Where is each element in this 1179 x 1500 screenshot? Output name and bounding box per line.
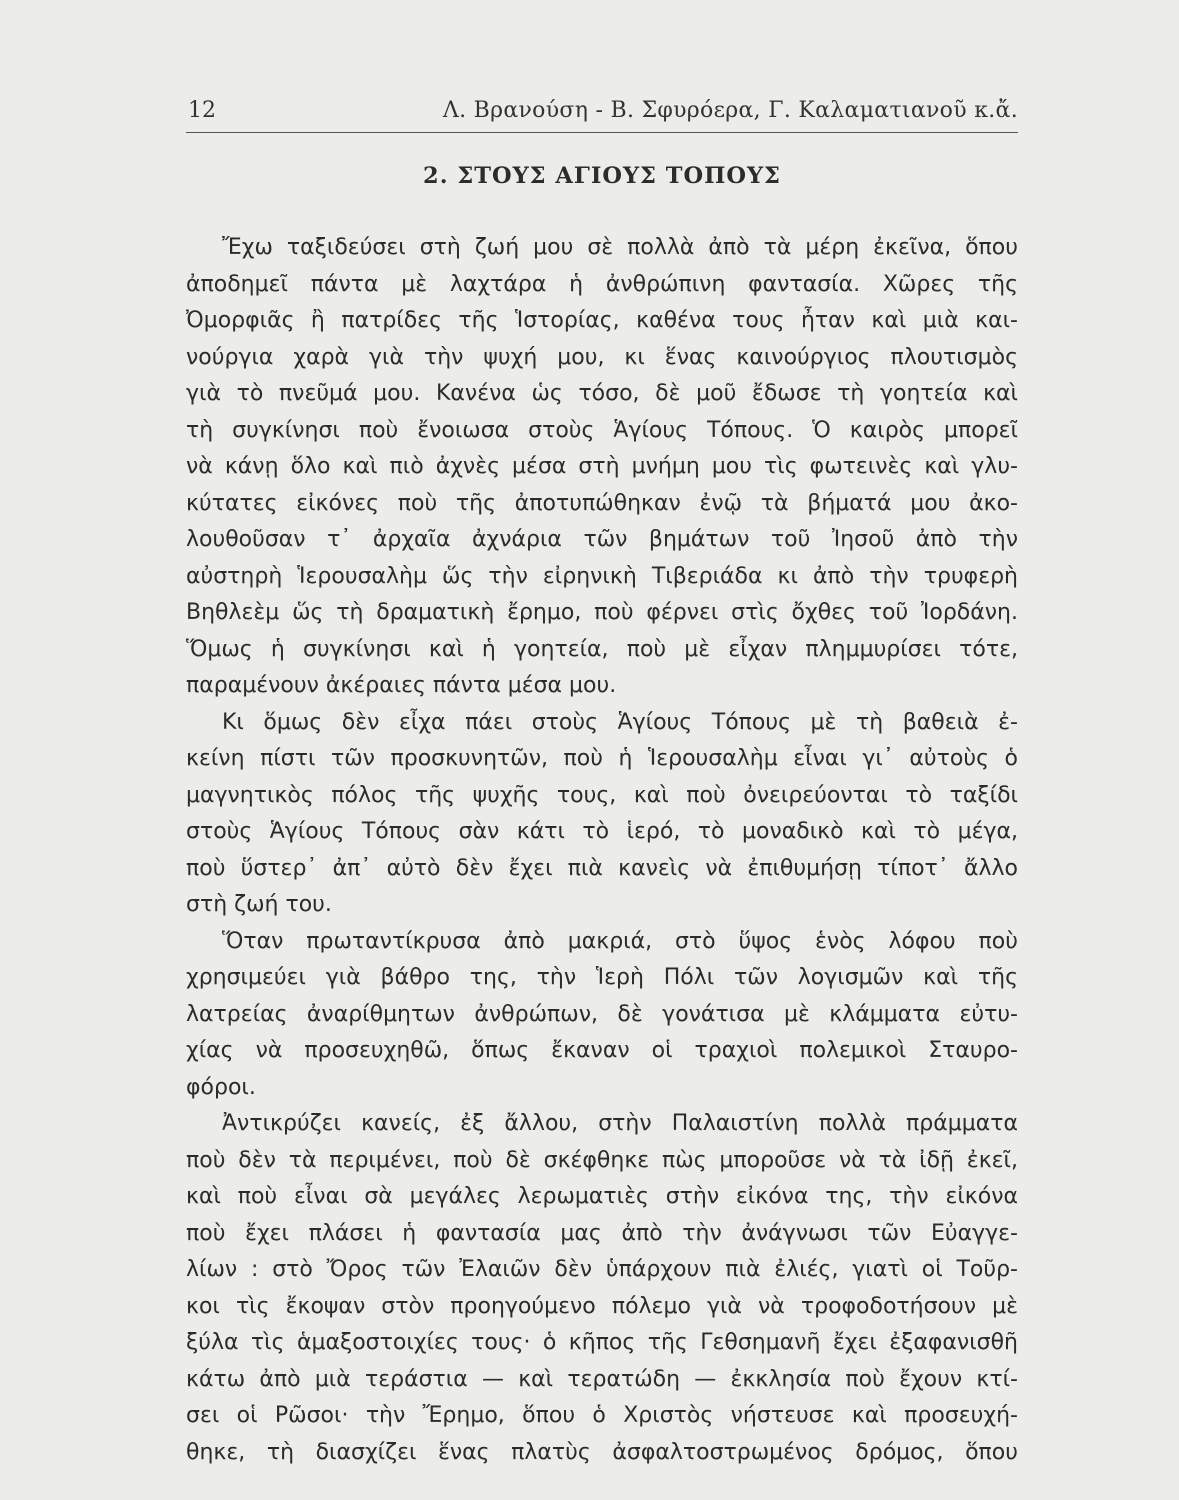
text-line: τὴ συγκίνησι ποὺ ἔνοιωσα στοὺς Ἁγίους Τόπους. Ὁ καιρὸς μπορεῖ bbox=[186, 417, 1018, 443]
text-line: λουθοῦσαν τ᾿ ἀρχαῖα ἀχνάρια τῶν βημάτων τοῦ Ἰησοῦ ἀπὸ τὴν bbox=[186, 527, 1018, 552]
text-line: χρησιμεύει γιὰ βάθρο της, τὴν Ἱερὴ Πόλι τῶν λογισμῶν καὶ τῆς bbox=[186, 965, 1018, 990]
text-line: παραμένουν ἀκέραιες πάντα μέσα μου. bbox=[186, 673, 617, 698]
text-line: Ἔχω ταξιδεύσει στὴ ζωή μου σὲ πολλὰ ἀπὸ τὰ μέρη ἐκεῖνα, ὅπου bbox=[222, 235, 1018, 260]
text-line: Ὅμως ἡ συγκίνησι καὶ ἡ γοητεία, ποὺ μὲ εἶχαν πλημμυρίσει τότε, bbox=[186, 636, 1018, 662]
chapter-title: 2. ΣΤΟΥΣ ΑΓΙΟΥΣ ΤΟΠΟΥΣ bbox=[423, 163, 781, 189]
text-line: σει οἱ Ρῶσοι· τὴν Ἔρημο, ὅπου ὁ Χριστὸς νήστευσε καὶ προσευχή- bbox=[186, 1403, 1018, 1428]
text-line: ἀποδημεῖ πάντα μὲ λαχτάρα ἡ ἀνθρώπινη φαντασία. Χῶρες τῆς bbox=[186, 271, 1018, 297]
text-line: στοὺς Ἁγίους Τόπους σὰν κάτι τὸ ἱερό, τὸ μοναδικὸ καὶ τὸ μέγα, bbox=[186, 819, 1018, 844]
running-head: Λ. Βρανούση - Β. Σφυρόερα, Γ. Καλαματιανοῦ κ.ἄ. bbox=[442, 98, 1018, 123]
text-line: ξύλα τὶς ἁμαξοστοιχίες τους· ὁ κῆπος τῆς Γεθσημανῆ ἔχει ἐξαφανισθῆ bbox=[186, 1330, 1018, 1355]
text-line: Ὅταν πρωταντίκρυσα ἀπὸ μακριά, στὸ ὕψος ἑνὸς λόφου ποὺ bbox=[222, 928, 1018, 954]
text-line: ποὺ δὲν τὰ περιμένει, ποὺ δὲ σκέφθηκε πὼς μποροῦσε νὰ τὰ ἰδῇ ἐκεῖ, bbox=[186, 1147, 1018, 1173]
text-line: γιὰ τὸ πνεῦμά μου. Κανένα ὡς τόσο, δὲ μοῦ ἔδωσε τὴ γοητεία καὶ bbox=[186, 381, 1018, 406]
text-line: κείνη πίστι τῶν προσκυνητῶν, ποὺ ἡ Ἱερουσαλὴμ εἶναι γι᾿ αὐτοὺς ὁ bbox=[186, 746, 1018, 771]
text-line: νὰ κάνῃ ὅλο καὶ πιὸ ἀχνὲς μέσα στὴ μνήμη μου τὶς φωτεινὲς καὶ γλυ- bbox=[186, 454, 1018, 479]
text-line: ποὺ ἔχει πλάσει ἡ φαντασία μας ἀπὸ τὴν ἀνάγνωσι τῶν Εὐαγγε- bbox=[186, 1220, 1018, 1246]
text-line: λατρείας ἀναρίθμητων ἀνθρώπων, δὲ γονάτισα μὲ κλάμματα εὐτυ- bbox=[186, 1001, 1018, 1027]
text-line: Ὀμορφιᾶς ἢ πατρίδες τῆς Ἱστορίας, καθένα τους ἦταν καὶ μιὰ και- bbox=[186, 308, 1018, 333]
page-number: 12 bbox=[188, 98, 216, 123]
page-header bbox=[186, 98, 1018, 133]
text-line: κοι τὶς ἔκοψαν στὸν προηγούμενο πόλεμο γιὰ νὰ τροφοδοτήσουν μὲ bbox=[186, 1293, 1018, 1319]
text-line: στὴ ζωή του. bbox=[186, 892, 332, 917]
text-line: ποὺ ὕστερ᾿ ἀπ᾿ αὐτὸ δὲν ἔχει πιὰ κανεὶς νὰ ἐπιθυμήσῃ τίποτ᾿ ἄλλο bbox=[186, 855, 1018, 881]
text-line: καὶ ποὺ εἶναι σὰ μεγάλες λερωματιὲς στὴν εἰκόνα της, τὴν εἰκόνα bbox=[186, 1184, 1018, 1209]
text-line: αὐστηρὴ Ἱερουσαλὴμ ὥς τὴν εἰρηνικὴ Τιβεριάδα κι ἀπὸ τὴν τρυφερὴ bbox=[186, 563, 1018, 589]
text-line: χίας νὰ προσευχηθῶ, ὅπως ἔκαναν οἱ τραχιοὶ πολεμικοὶ Σταυρο- bbox=[186, 1038, 1018, 1063]
text-line: Ἀντικρύζει κανείς, ἐξ ἄλλου, στὴν Παλαιστίνη πολλὰ πράμματα bbox=[222, 1111, 1018, 1136]
text-line: μαγνητικὸς πόλος τῆς ψυχῆς τους, καὶ ποὺ ὀνειρεύονται τὸ ταξίδι bbox=[186, 782, 1018, 808]
text-line: λίων : στὸ Ὄρος τῶν Ἐλαιῶν δὲν ὑπάρχουν πιὰ ἐλιές, γιατὶ οἱ Τοῦρ- bbox=[186, 1257, 1018, 1282]
text-line: Κι ὅμως δὲν εἶχα πάει στοὺς Ἁγίους Τόπους μὲ τὴ βαθειὰ ἐ- bbox=[222, 709, 1018, 735]
text-line: φόροι. bbox=[186, 1074, 256, 1100]
text-line: θηκε, τὴ διασχίζει ἕνας πλατὺς ἀσφαλτοστρωμένος δρόμος, ὅπου bbox=[186, 1439, 1018, 1465]
text-line: νούργια χαρὰ γιὰ τὴν ψυχή μου, κι ἕνας καινούργιος πλουτισμὸς bbox=[186, 344, 1018, 370]
text-line: κάτω ἀπὸ μιὰ τεράστια — καὶ τερατώδη — ἐκκλησία ποὺ ἔχουν κτί- bbox=[186, 1366, 1018, 1392]
text-line: κύτατες εἰκόνες ποὺ τῆς ἀποτυπώθηκαν ἐνῷ τὰ βήματά μου ἀκο- bbox=[186, 490, 1018, 516]
text-line: Βηθλεὲμ ὥς τὴ δραματικὴ ἔρημο, ποὺ φέρνει στὶς ὄχθες τοῦ Ἰορδάνη. bbox=[186, 600, 1018, 625]
